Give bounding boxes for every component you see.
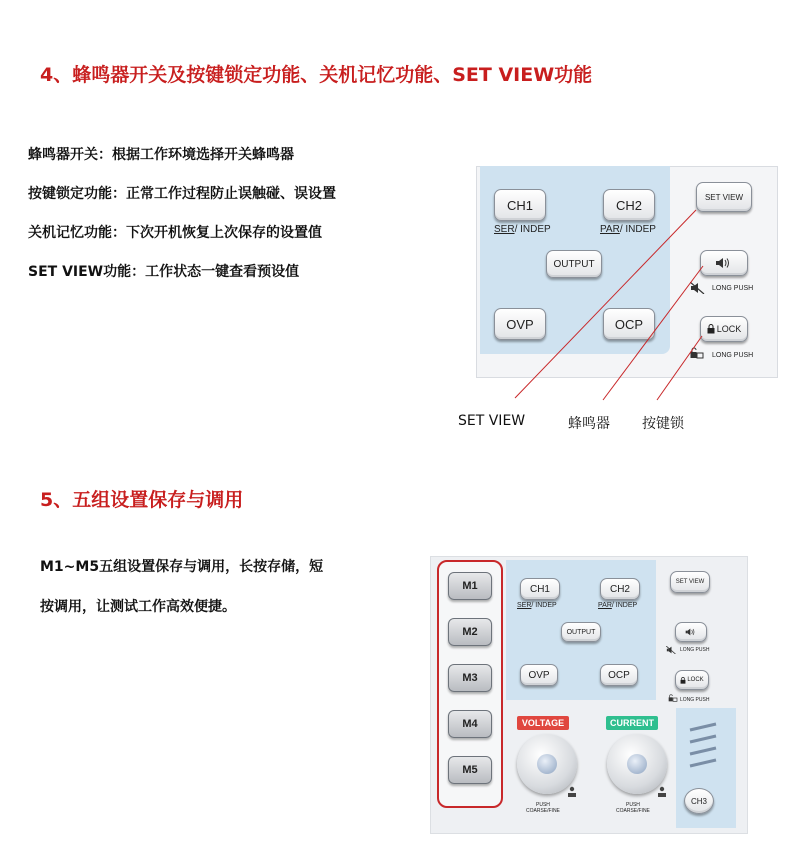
buzzer-button-2[interactable] bbox=[675, 622, 707, 642]
lock-button-2[interactable] bbox=[675, 670, 709, 690]
section5-body-line2: 按调用，让测试工作高效便捷。 bbox=[40, 599, 236, 615]
lock-long-push-label-2: LONG PUSH bbox=[680, 697, 710, 703]
ch1-button-2[interactable]: CH1 bbox=[520, 578, 560, 600]
output-button-2[interactable]: OUTPUT bbox=[561, 622, 601, 642]
set-view-button-2[interactable]: SET VIEW bbox=[670, 571, 710, 593]
ch3-button[interactable]: CH3 bbox=[684, 788, 714, 814]
lock-long-push-label: LONG PUSH bbox=[712, 352, 754, 359]
ch1-mode-label: SER/ INDEP bbox=[494, 224, 551, 235]
lock-icon bbox=[680, 677, 686, 684]
current-label: CURRENT bbox=[606, 716, 658, 730]
coarse-fine-icon bbox=[566, 786, 578, 798]
ch1-mode-label-2: SER/ INDEP bbox=[517, 602, 557, 609]
current-knob[interactable] bbox=[607, 734, 667, 794]
speaker-icon bbox=[685, 628, 697, 636]
m2-button[interactable]: M2 bbox=[448, 618, 492, 646]
feature-line-keylock: 按键锁定功能：正常工作过程防止误触碰、误设置 bbox=[28, 186, 336, 202]
m3-button[interactable]: M3 bbox=[448, 664, 492, 692]
m1-button[interactable]: M1 bbox=[448, 572, 492, 600]
lock-label: LOCK bbox=[716, 324, 742, 334]
ovp-button-2[interactable]: OVP bbox=[520, 664, 558, 686]
section5-body-line1: M1~M5五组设置保存与调用，长按存储，短 bbox=[40, 559, 324, 575]
caption-buzzer: 蜂鸣器 bbox=[568, 416, 610, 432]
voltage-coarse-fine-label: COARSE/FINE bbox=[526, 808, 560, 814]
ch2-button-2[interactable]: CH2 bbox=[600, 578, 640, 600]
caption-key-lock: 按键锁 bbox=[642, 416, 684, 432]
ovp-button[interactable]: OVP bbox=[494, 308, 546, 340]
feature-line-setview: SET VIEW功能：工作状态一键查看预设值 bbox=[28, 264, 300, 280]
ch2-button[interactable]: CH2 bbox=[603, 189, 655, 221]
lock-label-2: LOCK bbox=[687, 677, 704, 683]
voltage-label: VOLTAGE bbox=[517, 716, 569, 730]
current-coarse-fine-label: COARSE/FINE bbox=[616, 808, 650, 814]
feature-line-buzzer: 蜂鸣器开关：根据工作环境选择开关蜂鸣器 bbox=[28, 147, 294, 163]
caption-set-view: SET VIEW bbox=[458, 413, 526, 429]
unlock-icon bbox=[668, 694, 678, 702]
mute-speaker-icon bbox=[666, 646, 677, 654]
set-view-button[interactable]: SET VIEW bbox=[696, 182, 752, 212]
output-button[interactable]: OUTPUT bbox=[546, 250, 602, 278]
ch1-button[interactable]: CH1 bbox=[494, 189, 546, 221]
ocp-button[interactable]: OCP bbox=[603, 308, 655, 340]
voltage-push-label: PUSH bbox=[536, 802, 550, 808]
coarse-fine-icon bbox=[656, 786, 668, 798]
vent-slots bbox=[688, 722, 718, 774]
buzzer-long-push-label-2: LONG PUSH bbox=[680, 647, 710, 653]
section4-heading: 4、蜂鸣器开关及按键锁定功能、关机记忆功能、SET VIEW功能 bbox=[40, 64, 593, 86]
buzzer-long-push-label: LONG PUSH bbox=[712, 285, 754, 292]
feature-line-memory: 关机记忆功能：下次开机恢复上次保存的设置值 bbox=[28, 225, 322, 241]
section5-heading: 5、五组设置保存与调用 bbox=[40, 489, 244, 511]
ch2-mode-label-2: PAR/ INDEP bbox=[598, 602, 638, 609]
m4-button[interactable]: M4 bbox=[448, 710, 492, 738]
ch2-mode-label: PAR/ INDEP bbox=[600, 224, 656, 235]
current-push-label: PUSH bbox=[626, 802, 640, 808]
m5-button[interactable]: M5 bbox=[448, 756, 492, 784]
ocp-button-2[interactable]: OCP bbox=[600, 664, 638, 686]
voltage-knob[interactable] bbox=[517, 734, 577, 794]
